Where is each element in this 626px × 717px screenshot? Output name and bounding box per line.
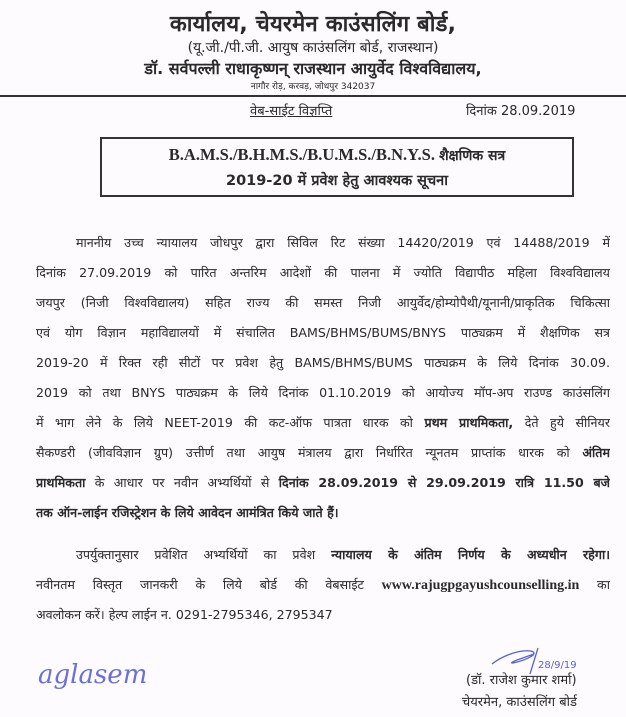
final-text: अंतिम <box>582 445 610 460</box>
body-text: के आधार पर नवीन अभ्यर्थियों से <box>94 475 270 490</box>
signatory-name: (डॉ. राजेश कुमार शर्मा) <box>466 673 577 688</box>
body-text: में भाग लेने के लिये NEET-2019 की कट-ऑफ पात्रता धारक को <box>36 415 413 430</box>
paragraph-1 <box>36 228 610 528</box>
signatory-designation: चेयरमेन, काउंसलिंग बोर्ड <box>462 695 578 710</box>
body-text: नवीनतम विस्तृत जानकरी के लिये बोर्ड की वेबसाईट <box>36 577 364 592</box>
body-line: 2019 को तथा BNYS पाठ्यक्रम के लिये दिनांक 01.10.2019 को आयोज्य मॉप-अप राउण्ड काउंसलिंग <box>36 385 610 400</box>
body-line: जयपुर (निजी विश्वविद्यालय) सहित राज्य की समस्त निजी आयुर्वेद/होम्योपैथी/यूनानी/प्राकृतिक चिकित्सा <box>36 295 610 310</box>
subject-session: शैक्षणिक सत्र <box>439 148 506 164</box>
office-heading: कार्यालय, चेयरमेन काउंसलिंग बोर्ड, <box>169 12 457 37</box>
university-heading: डॉ. सर्वपल्ली राधाकृष्णन् राजस्थान आयुर्वेद विश्वविद्यालय, <box>144 59 482 78</box>
body-line <box>36 498 610 528</box>
aglasem-watermark: aglasem <box>38 660 148 690</box>
body-text: देते हुये सीनियर <box>524 415 610 430</box>
signature-date: 28/9/19 <box>538 660 577 671</box>
body-line <box>36 540 610 570</box>
body-line: 2019-20 में रिक्त रही सीटों पर प्रवेश हेतु BAMS/BHMS/BUMS पाठ्यक्रम के लिये दिनांक 30.09. <box>36 355 610 370</box>
body-line: माननीय उच्च न्यायालय जोधपुर द्वारा सिविल रिट संख्या 14420/2019 एवं 14488/2019 में <box>76 235 610 250</box>
board-subheading: (यू.जी./पी.जी. आयुष काउंसलिंग बोर्ड, राजस्थान) <box>187 40 439 56</box>
subject-courses: B.A.M.S./B.H.M.S./B.U.M.S./B.N.Y.S. <box>168 145 435 164</box>
court-decision-text: न्यायालय के अंतिम निर्णय के अध्यधीन रहेगा। <box>331 547 610 562</box>
body-text: सैकण्डरी (जीवविज्ञान ग्रुप) उत्तीर्ण तथा आयुष मंत्रालय द्वारा निर्धारित न्यूनतम प्राप्तांक धारक को <box>36 445 570 460</box>
subject-line-1 <box>102 145 572 165</box>
body-text: उपर्युक्तानुसार प्रवेशित अभ्यर्थियों का प्रवेश <box>76 547 316 562</box>
body-text: का <box>597 577 610 592</box>
address-line: नागौर रोड़, करवड़, जोधपुर 342037 <box>250 82 376 92</box>
body-text: तक ऑन-लाईन रजिस्ट्रेशन के लिये आवेदन आमंत्रित किये जाते हैं। <box>36 505 339 520</box>
notice-date: दिनांक 28.09.2019 <box>466 104 576 119</box>
body-line: एवं योग विज्ञान महाविद्यालयों में संचालित BAMS/BHMS/BUMS/BNYS पाठ्यक्रम में शैक्षणिक सत्र <box>36 325 610 340</box>
website-link[interactable]: www.rajugpgayushcounselling.in <box>381 578 580 593</box>
first-priority-text: प्रथम प्राथमिकता, <box>424 415 514 430</box>
body-line <box>36 468 610 498</box>
body-line <box>36 570 610 600</box>
header-divider <box>0 95 626 97</box>
registration-dates: दिनांक 28.09.2019 से 29.09.2019 रात्रि 11.50 बजे <box>278 475 610 490</box>
body-line <box>36 438 610 468</box>
priority-text: प्राथमिकता <box>36 475 86 490</box>
paragraph-2 <box>36 540 610 630</box>
body-line: अवलोकन करें। हेल्प लाईन न. 0291-2795346, 2795347 <box>36 607 333 622</box>
body-line <box>36 408 610 438</box>
notice-label: वेब-साईट विज्ञप्ति <box>250 104 333 119</box>
subject-line-2: 2019-20 में प्रवेश हेतु आवश्यक सूचना <box>225 173 448 189</box>
body-line: दिनांक 27.09.2019 को पारित अन्तरिम आदेशों की पालना में ज्योति विद्यापीठ महिला विश्वविद्यालय <box>36 265 610 280</box>
subject-box <box>100 137 574 197</box>
